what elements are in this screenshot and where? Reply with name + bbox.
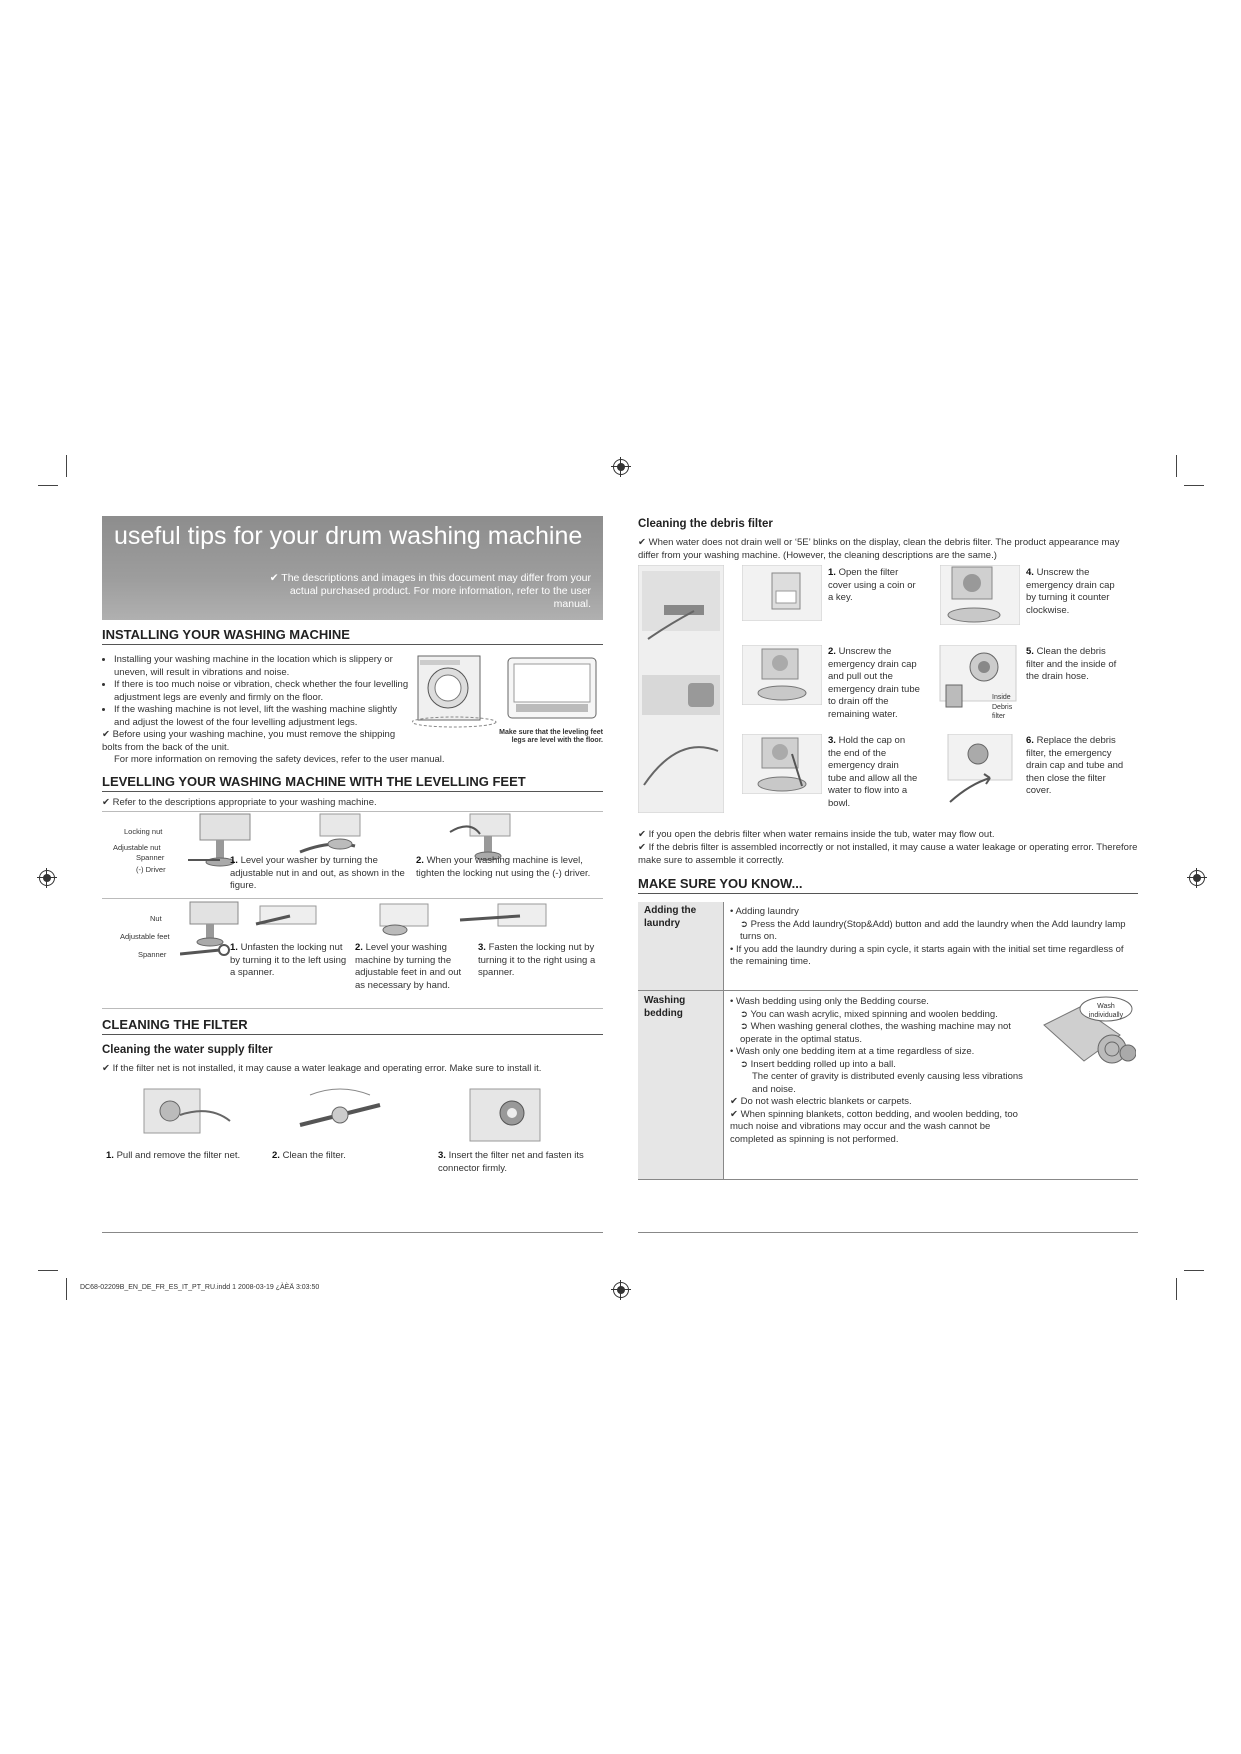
supply-filter-illustration bbox=[140, 1085, 590, 1145]
label-debris-filter: Debris filter bbox=[992, 704, 1013, 720]
washer-illustration bbox=[412, 650, 602, 728]
crop-mark bbox=[1176, 455, 1177, 477]
debris-step-5: 5. Clean the debris filter and the inside of the drain hose. bbox=[1026, 646, 1117, 682]
crop-mark bbox=[66, 455, 67, 477]
debris-illustration-large bbox=[638, 565, 724, 813]
page-bottom-rule bbox=[102, 1232, 603, 1233]
installing-caption: Make sure that the leveling feet legs are level with the floor. bbox=[499, 729, 603, 744]
registration-mark bbox=[39, 870, 55, 886]
debris-note-2: ✔ If the debris filter is assembled incorrectly or not installed, it may cause a water leakage or operating error. Therefore make sure to assemble it correctly. bbox=[638, 842, 1138, 867]
washing-bedding-label: Washing bedding bbox=[644, 995, 686, 1019]
level-step-a1: 1. Level your washer by turning the adjustable nut in and out, as shown in the figure. bbox=[230, 855, 405, 891]
adding-laundry-text: • Adding laundry ➲ Press the Add laundry(Stop&Add) button and add the laundry when the Add laundry lamp turns on. • If you add the laundry during a spin cycle, it starts again with the initial set time regardless of the remaining time. bbox=[730, 906, 1126, 967]
debris-step-1: 1. Open the filter cover using a coin or a key. bbox=[828, 567, 916, 603]
crop-mark bbox=[38, 1270, 58, 1271]
supply-step-2: 2. Clean the filter. bbox=[272, 1150, 346, 1161]
supply-filter-check: ✔ If the filter net is not installed, it may cause a water leakage and operating error. Make sure to install it. bbox=[102, 1063, 602, 1076]
list-item: • Installing your washing machine in the location which is slippery or uneven, will result in vibrations and noise. bbox=[114, 654, 412, 679]
installing-more-info: For more information on removing the safety devices, refer to the user manual. bbox=[114, 754, 445, 765]
levelling-check: ✔ Refer to the descriptions appropriate to your washing machine. bbox=[102, 797, 602, 810]
table-rule bbox=[638, 990, 1138, 991]
debris-step-3: 3. Hold the cap on the end of the emergency drain tube and allow all the water to flow into a bowl. bbox=[828, 735, 918, 809]
divider bbox=[102, 1008, 603, 1009]
crop-mark bbox=[66, 1278, 67, 1300]
table-divider bbox=[723, 902, 724, 1179]
label-adjustable-nut: Adjustable nut bbox=[113, 843, 161, 852]
adding-laundry-label: Adding the laundry bbox=[644, 905, 697, 929]
file-footer: DC68-02209B_EN_DE_FR_ES_IT_PT_RU.indd 1 2008-03-19 ¿ÀÈÄ 3:03:50 bbox=[80, 1284, 320, 1291]
level-step-a2: 2. When your washing machine is level, tighten the locking nut using the (-) driver. bbox=[416, 855, 591, 879]
crop-mark bbox=[38, 485, 58, 486]
cleaning-heading: CLEANING THE FILTER bbox=[102, 1017, 603, 1035]
debris-step1-illustration bbox=[742, 565, 822, 621]
debris-step2-illustration bbox=[742, 645, 822, 705]
page-bottom-rule bbox=[638, 1232, 1138, 1233]
wash-individually-bubble: Wash individually bbox=[1088, 1003, 1124, 1019]
label-spanner: Spanner bbox=[136, 853, 165, 862]
crop-mark bbox=[1176, 1278, 1177, 1300]
table-rule bbox=[638, 1179, 1138, 1180]
registration-mark bbox=[1189, 870, 1205, 886]
label-nut: Nut bbox=[150, 914, 162, 923]
debris-step4-illustration bbox=[940, 565, 1020, 625]
label-adjustable-feet: Adjustable feet bbox=[120, 932, 170, 941]
make-sure-heading: MAKE SURE YOU KNOW... bbox=[638, 876, 1138, 894]
level-step-b2: 2. Level your washing machine by turning the adjustable feet in and out as necessary by hand. bbox=[355, 942, 462, 991]
debris-step-4: 4. Unscrew the emergency drain cap by turning it counter clockwise. bbox=[1026, 567, 1115, 616]
washing-bedding-text: • Wash bedding using only the Bedding course. ➲ You can wash acrylic, mixed spinning and woolen bedding. ➲ When washing general clothes, the washing machine may not operate in the optimal status. • Wash only one bedding item at a time regardless of size. ➲ Insert bedding rolled up into a ball. The center of gravity is distributed evenly causing less vibrations and noise. ✔ Do not wash electric blankets or carpets. ✔ When spinning blankets, cotton bedding, and woolen bedding, too much noise and vibrations may occur and the wash cannot be completed as spinning is not performed. bbox=[730, 996, 1030, 1146]
list-item: • If the washing machine is not level, lift the washing machine slightly and adjust the lowest of the four levelling adjustment legs. bbox=[114, 704, 412, 729]
installing-heading: INSTALLING YOUR WASHING MACHINE bbox=[102, 627, 603, 645]
levelling-heading: LEVELLING YOUR WASHING MACHINE WITH THE LEVELLING FEET bbox=[102, 774, 603, 792]
divider bbox=[102, 898, 603, 899]
debris-heading: Cleaning the debris filter bbox=[638, 518, 773, 530]
debris-step-2: 2. Unscrew the emergency drain cap and pull out the emergency drain tube to drain off the remaining water. bbox=[828, 646, 920, 720]
debris-note-1: ✔ If you open the debris filter when water remains inside the tub, water may flow out. bbox=[638, 829, 1138, 842]
registration-mark bbox=[613, 459, 629, 475]
crop-mark bbox=[1184, 485, 1204, 486]
label-driver: (-) Driver bbox=[136, 865, 166, 874]
label-locking-nut: Locking nut bbox=[124, 827, 163, 836]
level-step-b1: 1. Unfasten the locking nut by turning it to the left using a spanner. bbox=[230, 942, 347, 978]
level-step-b3: 3. Fasten the locking nut by turning it to the right using a spanner. bbox=[478, 942, 596, 978]
banner-note: ✔ The descriptions and images in this document may differ from your actual purchased product. For more information, refer to the user manual. bbox=[269, 572, 591, 610]
label-spanner-b: Spanner bbox=[138, 950, 167, 959]
debris-intro: ✔ When water does not drain well or ‘5E’ blinks on the display, clean the debris filter. The product appearance may differ from your washing machine. (However, the cleaning descriptions are the same.) bbox=[638, 537, 1138, 562]
debris-step3-illustration bbox=[742, 734, 822, 794]
debris-step-6: 6. Replace the debris filter, the emergency drain cap and tube and then close the filter cover. bbox=[1026, 735, 1124, 796]
label-inside: Inside bbox=[992, 694, 1011, 701]
supply-step-3: 3. Insert the filter net and fasten its connector firmly. bbox=[438, 1150, 584, 1174]
page-title: useful tips for your drum washing machine bbox=[114, 522, 583, 550]
registration-mark bbox=[613, 1282, 629, 1298]
installing-text bbox=[102, 654, 445, 767]
supply-step-1: 1. Pull and remove the filter net. bbox=[106, 1150, 241, 1161]
debris-step6-illustration bbox=[940, 734, 1020, 804]
list-item: • If there is too much noise or vibration, check whether the four levelling adjustment legs are evenly and firmly on the floor. bbox=[114, 679, 412, 704]
installing-check: ✔ Before using your washing machine, you must remove the shipping bolts from the back of the unit. bbox=[102, 729, 412, 754]
table-label-cell bbox=[638, 902, 723, 1179]
supply-filter-heading: Cleaning the water supply filter bbox=[102, 1044, 273, 1056]
title-banner bbox=[102, 516, 603, 620]
crop-mark bbox=[1184, 1270, 1204, 1271]
